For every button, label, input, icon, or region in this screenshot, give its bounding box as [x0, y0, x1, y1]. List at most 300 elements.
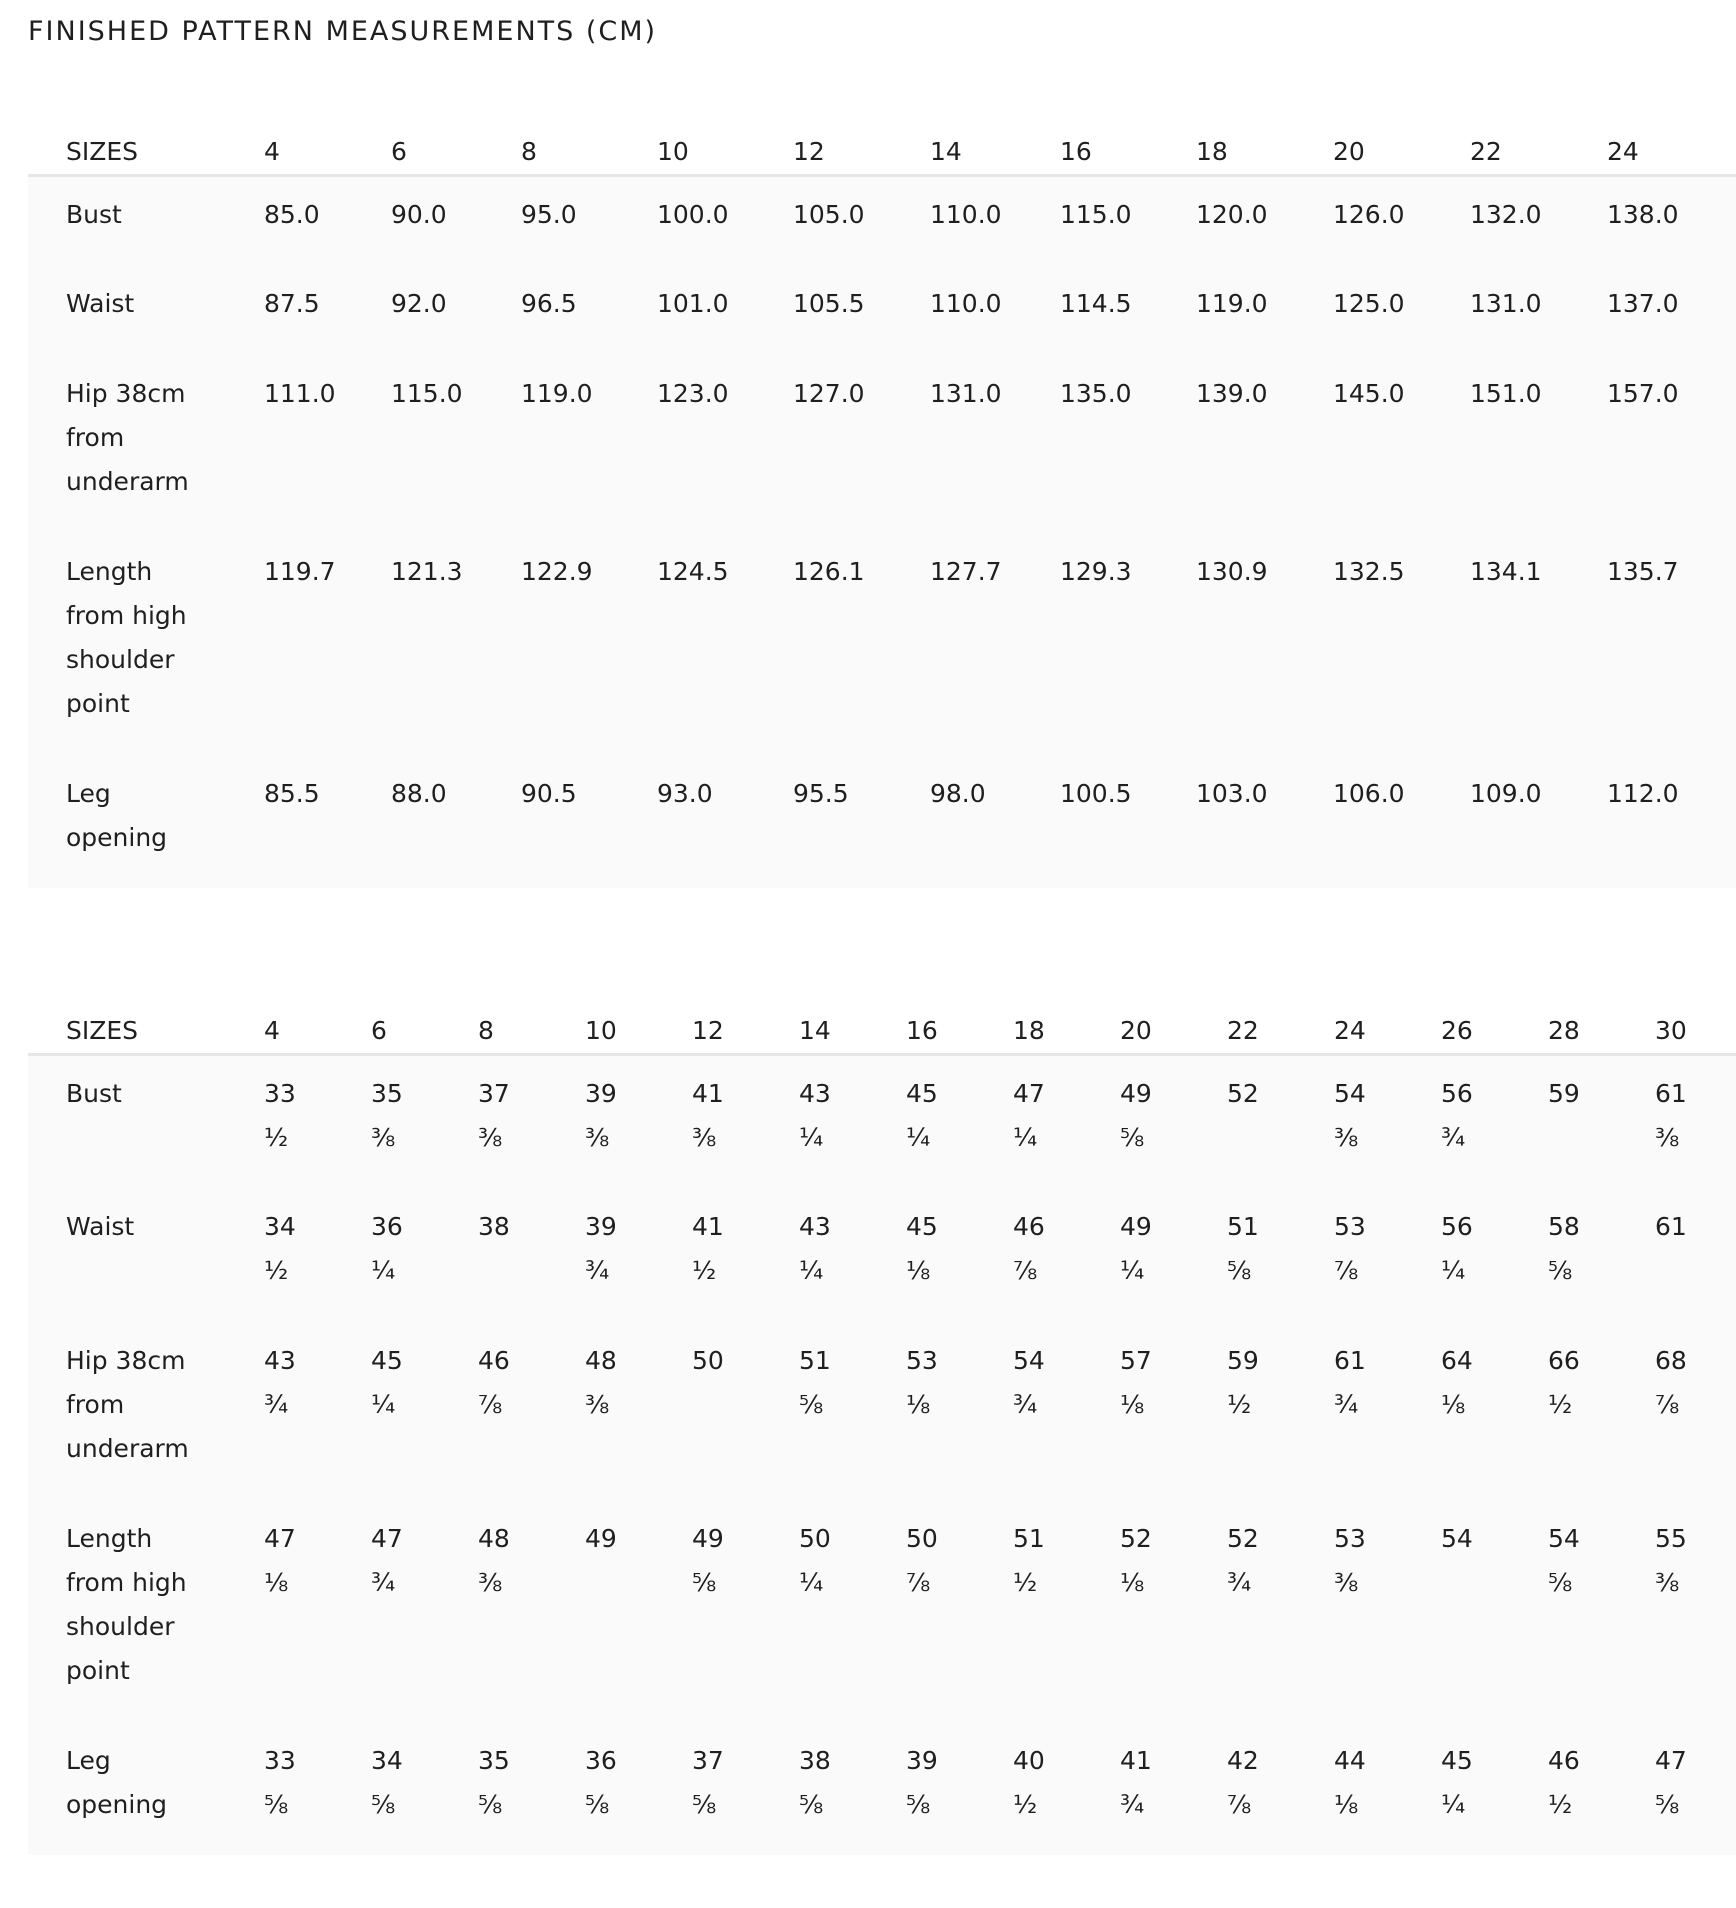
- fraction-value: ¼: [1120, 1255, 1145, 1285]
- whole-value: 46: [1013, 1211, 1045, 1241]
- whole-value: 54: [1013, 1345, 1045, 1375]
- size-header: 18: [1013, 1016, 1045, 1045]
- whole-value: 61: [1655, 1211, 1687, 1241]
- fraction-value: ⅜: [692, 1123, 717, 1152]
- measurement-cell: [799, 1055, 906, 1189]
- table-header-row: [28, 44, 1736, 176]
- fraction-value: ⅝: [799, 1389, 824, 1419]
- row-label: Length from high shoulder point: [66, 1523, 187, 1685]
- measurement-cell: 100.0: [657, 200, 729, 229]
- whole-value: 54: [1334, 1079, 1366, 1108]
- whole-value: 39: [585, 1079, 617, 1108]
- whole-value: 56: [1441, 1211, 1473, 1241]
- measurement-cell: [692, 1055, 799, 1189]
- whole-value: 44: [1334, 1745, 1366, 1775]
- measurement-cell: [692, 1723, 799, 1855]
- fraction-value: ¾: [1441, 1123, 1466, 1152]
- measurement-cell: [906, 1055, 1013, 1189]
- measurement-cell: 137.0: [1607, 288, 1679, 318]
- fraction-value: ⅝: [1548, 1255, 1573, 1285]
- whole-value: 43: [799, 1211, 831, 1241]
- measurement-cell: [906, 1189, 1013, 1323]
- whole-value: 47: [1655, 1745, 1687, 1775]
- measurement-cell: 135.7: [1607, 556, 1679, 586]
- measurement-cell: 138.0: [1607, 200, 1679, 229]
- whole-value: 59: [1227, 1345, 1259, 1375]
- fraction-value: ¾: [371, 1567, 396, 1597]
- fraction-value: ⅛: [906, 1389, 931, 1419]
- fraction-value: ⅞: [1334, 1255, 1359, 1285]
- row-label: Bust: [66, 1079, 122, 1108]
- measurement-cell: 92.0: [391, 288, 447, 318]
- table-row: [28, 534, 1736, 756]
- measurement-cell: 105.5: [793, 288, 865, 318]
- measurement-cell: [1334, 1501, 1441, 1723]
- fraction-value: ⅞: [1013, 1255, 1038, 1285]
- measurement-cell: [1013, 1723, 1120, 1855]
- fraction-value: ¾: [585, 1255, 610, 1285]
- measurement-cell: 135.0: [1060, 378, 1132, 408]
- table-header-row: [28, 923, 1736, 1055]
- measurement-cell: [692, 1323, 799, 1501]
- measurement-cell: 90.0: [391, 200, 447, 229]
- whole-value: 43: [264, 1345, 296, 1375]
- measurement-cell: 105.0: [793, 200, 865, 229]
- measurement-cell: [264, 1501, 371, 1723]
- measurement-cell: [1441, 1189, 1548, 1323]
- whole-value: 36: [585, 1745, 617, 1775]
- fraction-value: ¾: [264, 1389, 289, 1419]
- measurement-cell: 95.5: [793, 778, 849, 808]
- whole-value: 38: [478, 1211, 510, 1241]
- fraction-value: ¼: [799, 1567, 824, 1597]
- measurement-cell: [1655, 1501, 1736, 1723]
- size-header: 30: [1655, 1016, 1687, 1045]
- measurement-cell: [1655, 1055, 1736, 1189]
- whole-value: 46: [1548, 1745, 1580, 1775]
- measurement-cell: [692, 1501, 799, 1723]
- fraction-value: ⅝: [692, 1567, 717, 1597]
- measurement-cell: [1013, 1189, 1120, 1323]
- measurement-cell: [585, 1501, 692, 1723]
- measurement-cell: [1655, 1189, 1736, 1323]
- measurement-cell: [264, 1055, 371, 1189]
- fraction-value: ⅜: [1334, 1567, 1359, 1597]
- measurement-cell: [478, 1723, 585, 1855]
- page-title: FINISHED PATTERN MEASUREMENTS (CM): [28, 16, 658, 47]
- fraction-value: ⅞: [478, 1389, 503, 1419]
- measurements-table-inches: [28, 923, 1736, 1855]
- measurement-cell: [1227, 1323, 1334, 1501]
- whole-value: 52: [1120, 1523, 1152, 1553]
- fraction-value: ¼: [1441, 1255, 1466, 1285]
- fraction-value: ⅝: [692, 1789, 717, 1819]
- whole-value: 46: [478, 1345, 510, 1375]
- row-label: Waist: [66, 288, 135, 318]
- whole-value: 37: [478, 1079, 510, 1108]
- whole-value: 53: [906, 1345, 938, 1375]
- fraction-value: ⅛: [1441, 1389, 1466, 1419]
- whole-value: 39: [585, 1211, 617, 1241]
- fraction-value: ⅜: [1655, 1567, 1680, 1597]
- measurement-cell: [799, 1323, 906, 1501]
- measurement-cell: 100.5: [1060, 778, 1132, 808]
- measurement-cell: [1227, 1189, 1334, 1323]
- table-row: [28, 1189, 1736, 1323]
- fraction-value: ½: [1227, 1389, 1252, 1419]
- measurement-cell: [264, 1323, 371, 1501]
- fraction-value: ⅜: [1334, 1123, 1359, 1152]
- whole-value: 45: [906, 1211, 938, 1241]
- sizes-header: SIZES: [66, 137, 139, 166]
- measurement-cell: 85.5: [264, 778, 320, 808]
- row-label: Leg opening: [66, 778, 168, 852]
- size-header: 14: [799, 1016, 831, 1045]
- fraction-value: ⅝: [799, 1789, 824, 1819]
- fraction-value: ¼: [371, 1255, 396, 1285]
- fraction-value: ¾: [1013, 1389, 1038, 1419]
- size-header: 22: [1470, 137, 1502, 166]
- size-header: 26: [1441, 1016, 1473, 1045]
- fraction-value: ⅛: [1120, 1389, 1145, 1419]
- measurement-cell: 98.0: [930, 778, 986, 808]
- whole-value: 49: [692, 1523, 724, 1553]
- fraction-value: ¾: [1120, 1789, 1145, 1819]
- measurement-cell: [906, 1323, 1013, 1501]
- size-header: 22: [1227, 1016, 1259, 1045]
- measurement-cell: [1120, 1055, 1227, 1189]
- size-header: 8: [521, 137, 537, 166]
- measurement-cell: 124.5: [657, 556, 729, 586]
- measurement-cell: [1334, 1723, 1441, 1855]
- whole-value: 52: [1227, 1079, 1259, 1108]
- whole-value: 51: [1227, 1211, 1259, 1241]
- measurement-cell: 129.3: [1060, 556, 1132, 586]
- measurement-cell: [906, 1501, 1013, 1723]
- whole-value: 47: [264, 1523, 296, 1553]
- measurement-cell: [371, 1501, 478, 1723]
- measurement-cell: [585, 1055, 692, 1189]
- measurement-cell: [1441, 1323, 1548, 1501]
- fraction-value: ⅛: [906, 1255, 931, 1285]
- measurement-cell: [264, 1723, 371, 1855]
- measurement-cell: 126.0: [1333, 200, 1405, 229]
- fraction-value: ½: [1548, 1389, 1573, 1419]
- fraction-value: ¾: [1334, 1389, 1359, 1419]
- size-header: 16: [906, 1016, 938, 1045]
- measurement-cell: 132.5: [1333, 556, 1405, 586]
- measurement-cell: 87.5: [264, 288, 320, 318]
- measurement-cell: 93.0: [657, 778, 713, 808]
- whole-value: 54: [1441, 1523, 1473, 1553]
- measurement-cell: 96.5: [521, 288, 577, 318]
- measurement-cell: 85.0: [264, 200, 320, 229]
- whole-value: 50: [799, 1523, 831, 1553]
- measurement-cell: [1655, 1323, 1736, 1501]
- measurement-cell: 151.0: [1470, 378, 1542, 408]
- measurement-cell: [799, 1501, 906, 1723]
- measurement-cell: [478, 1323, 585, 1501]
- measurement-cell: 119.7: [264, 556, 336, 586]
- measurement-cell: [1441, 1055, 1548, 1189]
- whole-value: 38: [799, 1745, 831, 1775]
- size-header: 6: [391, 137, 407, 166]
- size-header: 20: [1120, 1016, 1152, 1045]
- fraction-value: ⅝: [1227, 1255, 1252, 1285]
- measurement-cell: 125.0: [1333, 288, 1405, 318]
- fraction-value: ¼: [799, 1255, 824, 1285]
- fraction-value: ⅜: [585, 1123, 610, 1152]
- size-header: 20: [1333, 137, 1365, 166]
- measurement-cell: 134.1: [1470, 556, 1542, 586]
- measurement-cell: [1548, 1055, 1655, 1189]
- measurement-cell: [371, 1055, 478, 1189]
- fraction-value: ½: [264, 1255, 289, 1285]
- measurement-cell: [1334, 1323, 1441, 1501]
- fraction-value: ⅛: [1334, 1789, 1359, 1819]
- measurement-cell: 114.5: [1060, 288, 1132, 318]
- whole-value: 54: [1548, 1523, 1580, 1553]
- whole-value: 35: [371, 1079, 403, 1108]
- measurement-cell: 106.0: [1333, 778, 1405, 808]
- table-row: [28, 1323, 1736, 1501]
- measurement-cell: 88.0: [391, 778, 447, 808]
- measurement-cell: 115.0: [391, 378, 463, 408]
- fraction-value: ⅜: [478, 1123, 503, 1152]
- fraction-value: ⅝: [264, 1789, 289, 1819]
- whole-value: 33: [264, 1745, 296, 1775]
- measurement-cell: [1120, 1723, 1227, 1855]
- whole-value: 58: [1548, 1211, 1580, 1241]
- measurement-cell: 95.0: [521, 200, 577, 229]
- measurement-cell: 132.0: [1470, 200, 1542, 229]
- whole-value: 47: [371, 1523, 403, 1553]
- measurement-cell: 112.0: [1607, 778, 1679, 808]
- measurement-cell: [1227, 1501, 1334, 1723]
- whole-value: 39: [906, 1745, 938, 1775]
- whole-value: 51: [1013, 1523, 1045, 1553]
- whole-value: 50: [692, 1345, 724, 1375]
- measurement-cell: 127.0: [793, 378, 865, 408]
- table-row: [28, 1055, 1736, 1189]
- fraction-value: ⅜: [585, 1389, 610, 1419]
- whole-value: 64: [1441, 1345, 1473, 1375]
- fraction-value: ¼: [1013, 1123, 1038, 1152]
- whole-value: 66: [1548, 1345, 1580, 1375]
- measurement-cell: 121.3: [391, 556, 463, 586]
- size-header: 14: [930, 137, 962, 166]
- fraction-value: ⅝: [478, 1789, 503, 1819]
- measurement-cell: 110.0: [930, 200, 1002, 229]
- measurement-cell: 130.9: [1196, 556, 1268, 586]
- whole-value: 48: [478, 1523, 510, 1553]
- measurement-cell: 109.0: [1470, 778, 1542, 808]
- fraction-value: ⅝: [1548, 1567, 1573, 1597]
- measurement-cell: [1120, 1323, 1227, 1501]
- whole-value: 45: [1441, 1745, 1473, 1775]
- size-header: 24: [1334, 1016, 1366, 1045]
- measurement-cell: [799, 1189, 906, 1323]
- fraction-value: ¾: [1227, 1567, 1252, 1597]
- measurement-cell: 119.0: [521, 378, 593, 408]
- fraction-value: ¼: [906, 1123, 931, 1152]
- whole-value: 50: [906, 1523, 938, 1553]
- fraction-value: ⅞: [1227, 1789, 1252, 1819]
- measurement-cell: 103.0: [1196, 778, 1268, 808]
- whole-value: 35: [478, 1745, 510, 1775]
- whole-value: 61: [1334, 1345, 1366, 1375]
- fraction-value: ½: [264, 1123, 289, 1152]
- measurement-cell: [371, 1723, 478, 1855]
- measurement-cell: [478, 1501, 585, 1723]
- measurement-cell: [1227, 1723, 1334, 1855]
- measurement-cell: [371, 1323, 478, 1501]
- measurement-cell: [585, 1189, 692, 1323]
- measurement-cell: [371, 1189, 478, 1323]
- measurement-cell: [1441, 1723, 1548, 1855]
- whole-value: 47: [1013, 1079, 1045, 1108]
- measurement-cell: [1441, 1501, 1548, 1723]
- size-header: 10: [657, 137, 689, 166]
- fraction-value: ⅞: [906, 1567, 931, 1597]
- row-label: Leg opening: [66, 1745, 168, 1819]
- measurement-cell: 101.0: [657, 288, 729, 318]
- whole-value: 51: [799, 1345, 831, 1375]
- measurement-cell: [692, 1189, 799, 1323]
- measurement-cell: 90.5: [521, 778, 577, 808]
- fraction-value: ½: [1548, 1789, 1573, 1819]
- size-header: 28: [1548, 1016, 1580, 1045]
- size-header: 4: [264, 1016, 280, 1045]
- size-header: 4: [264, 137, 280, 166]
- whole-value: 49: [1120, 1079, 1152, 1108]
- whole-value: 57: [1120, 1345, 1152, 1375]
- measurement-cell: [906, 1723, 1013, 1855]
- measurement-cell: 126.1: [793, 556, 865, 586]
- fraction-value: ⅜: [1655, 1123, 1680, 1152]
- measurement-cell: [1120, 1189, 1227, 1323]
- size-header: 6: [371, 1016, 387, 1045]
- measurement-cell: 127.7: [930, 556, 1002, 586]
- size-header: 12: [692, 1016, 724, 1045]
- measurement-cell: [1120, 1501, 1227, 1723]
- row-label: Hip 38cm from underarm: [66, 1345, 189, 1463]
- fraction-value: ⅝: [371, 1789, 396, 1819]
- size-header: 24: [1607, 137, 1639, 166]
- fraction-value: ⅝: [585, 1789, 610, 1819]
- whole-value: 37: [692, 1745, 724, 1775]
- table-row: [28, 266, 1736, 356]
- measurement-cell: [585, 1323, 692, 1501]
- whole-value: 43: [799, 1079, 831, 1108]
- fraction-value: ½: [692, 1255, 717, 1285]
- table-row: [28, 1723, 1736, 1855]
- table-row: [28, 356, 1736, 534]
- measurement-cell: [1013, 1323, 1120, 1501]
- measurement-cell: [799, 1723, 906, 1855]
- measurement-cell: [1548, 1501, 1655, 1723]
- fraction-value: ½: [1013, 1789, 1038, 1819]
- fraction-value: ⅝: [906, 1789, 931, 1819]
- fraction-value: ⅝: [1120, 1123, 1145, 1152]
- measurement-cell: 131.0: [930, 378, 1002, 408]
- whole-value: 49: [585, 1523, 617, 1553]
- measurement-cell: [1013, 1501, 1120, 1723]
- whole-value: 33: [264, 1079, 296, 1108]
- whole-value: 53: [1334, 1523, 1366, 1553]
- whole-value: 52: [1227, 1523, 1259, 1553]
- whole-value: 49: [1120, 1211, 1152, 1241]
- row-label: Length from high shoulder point: [66, 556, 187, 718]
- measurement-cell: 120.0: [1196, 200, 1268, 229]
- size-header: 8: [478, 1016, 494, 1045]
- fraction-value: ⅜: [478, 1567, 503, 1597]
- measurement-cell: [1548, 1723, 1655, 1855]
- fraction-value: ¼: [799, 1123, 824, 1152]
- whole-value: 55: [1655, 1523, 1687, 1553]
- measurement-cell: 157.0: [1607, 378, 1679, 408]
- measurement-cell: 115.0: [1060, 200, 1132, 229]
- whole-value: 41: [1120, 1745, 1152, 1775]
- measurement-cell: [1013, 1055, 1120, 1189]
- whole-value: 36: [371, 1211, 403, 1241]
- table-row: [28, 1501, 1736, 1723]
- measurement-cell: [585, 1723, 692, 1855]
- measurement-cell: [1227, 1055, 1334, 1189]
- size-header: 12: [793, 137, 825, 166]
- whole-value: 34: [264, 1211, 296, 1241]
- measurement-cell: [1655, 1723, 1736, 1855]
- measurement-cell: [264, 1189, 371, 1323]
- size-header: 18: [1196, 137, 1228, 166]
- fraction-value: ¼: [371, 1389, 396, 1419]
- size-header: 10: [585, 1016, 617, 1045]
- whole-value: 56: [1441, 1079, 1473, 1108]
- fraction-value: ⅝: [1655, 1789, 1680, 1819]
- measurement-cell: 122.9: [521, 556, 593, 586]
- row-label: Bust: [66, 200, 122, 229]
- measurement-cell: 145.0: [1333, 378, 1405, 408]
- measurement-cell: 110.0: [930, 288, 1002, 318]
- sizes-header: SIZES: [66, 1016, 139, 1045]
- fraction-value: ¼: [1441, 1789, 1466, 1819]
- measurement-cell: 139.0: [1196, 378, 1268, 408]
- whole-value: 53: [1334, 1211, 1366, 1241]
- table-row: [28, 176, 1736, 266]
- fraction-value: ½: [1013, 1567, 1038, 1597]
- whole-value: 48: [585, 1345, 617, 1375]
- measurement-cell: [1334, 1189, 1441, 1323]
- whole-value: 45: [906, 1079, 938, 1108]
- whole-value: 59: [1548, 1079, 1580, 1108]
- whole-value: 40: [1013, 1745, 1045, 1775]
- table-row: [28, 756, 1736, 888]
- row-label: Waist: [66, 1211, 135, 1241]
- measurement-cell: 131.0: [1470, 288, 1542, 318]
- measurement-cell: 111.0: [264, 378, 336, 408]
- measurement-cell: [1334, 1055, 1441, 1189]
- row-label: Hip 38cm from underarm: [66, 378, 189, 496]
- whole-value: 45: [371, 1345, 403, 1375]
- measurement-cell: 123.0: [657, 378, 729, 408]
- whole-value: 41: [692, 1079, 724, 1108]
- size-header: 16: [1060, 137, 1092, 166]
- measurement-cell: [478, 1189, 585, 1323]
- fraction-value: ⅛: [1120, 1567, 1145, 1597]
- whole-value: 41: [692, 1211, 724, 1241]
- whole-value: 34: [371, 1745, 403, 1775]
- fraction-value: ⅞: [1655, 1389, 1680, 1419]
